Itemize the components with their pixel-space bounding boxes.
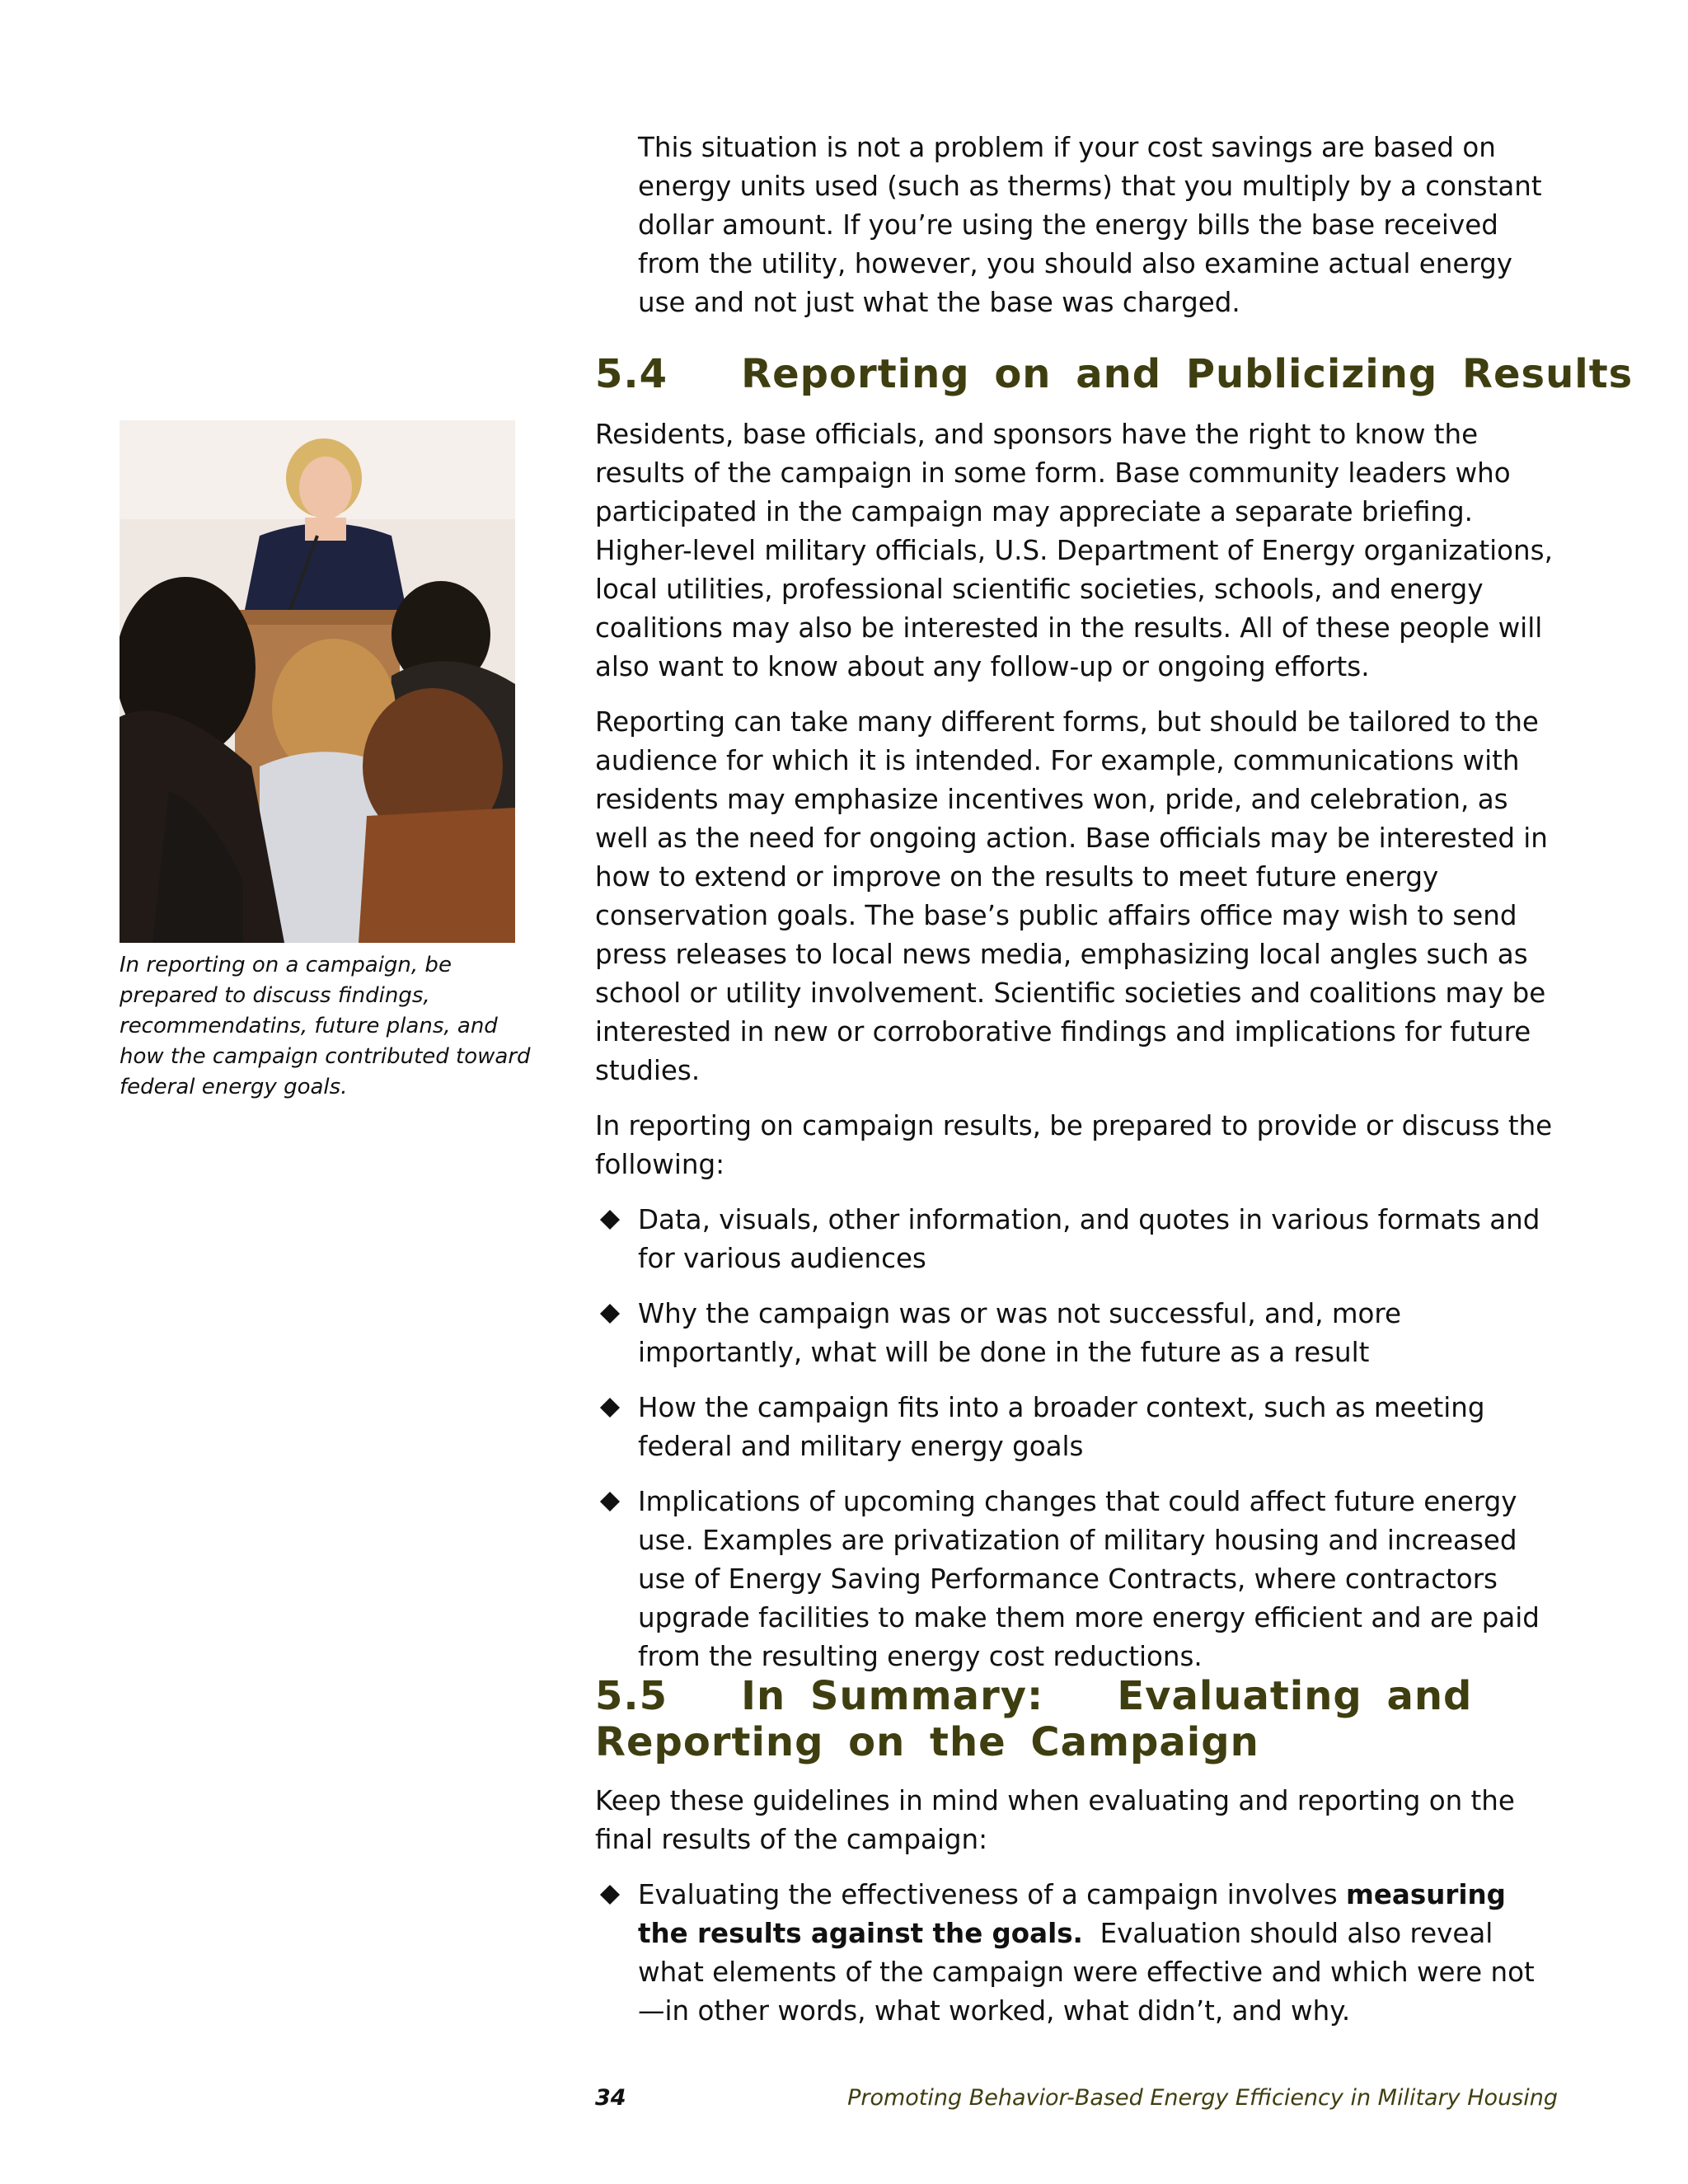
intro-paragraph: This situation is not a problem if your cost savings are based on energy units used (such as therms) that you multiply by a constant dollar amount. If you’re using the energy bills the base received from the utility, however, you should also examine actual energy use and not just what the base was charged. [638, 132, 1542, 318]
section-heading-5-5 [595, 1673, 1558, 1765]
list-item-text-post: Evaluation should also reveal what elements of the campaign were effective and which were not—in other words, what worked, what didn’t, and why. [638, 1918, 1535, 2027]
list-item [595, 1483, 1558, 1676]
heading-line: 5.5 In Summary: Evaluating and [595, 1673, 1473, 1719]
list-item [595, 1389, 1558, 1466]
emphasis-text: measuring the results against the goals. [638, 1879, 1506, 1949]
paragraph: Reporting can take many different forms, but should be tailored to the audience for which it is intended. For example, communications with residents may emphasize incentives won, pride, and celebration, as well as the need for ongoing action. Base officials may be interested in how to extend or improve on the results to meet future energy conservation goals. The base’s public affairs office may wish to send press releases to local news media, emphasizing local angles such as school or utility involvement. Scientific societies and coalitions may be interested in new or corroborative findings and implications for future studies. [595, 706, 1548, 1086]
bullet-list [595, 1201, 1558, 1676]
speaker-photo [120, 420, 515, 943]
diamond-bullet-icon [600, 1398, 620, 1418]
list-item-text-pre: Evaluating the effectiveness of a campaign involves [638, 1879, 1347, 1910]
publication-title: Promoting Behavior-Based Energy Efficiency in Military Housing [847, 2085, 1558, 2111]
podium-speaker-image [120, 420, 515, 943]
list-item-text: Data, visuals, other information, and quotes in various formats and for various audiences [638, 1204, 1540, 1274]
section-5-5 [595, 1673, 1558, 2047]
intro-paragraph-block [638, 129, 1561, 322]
diamond-bullet-icon [600, 1885, 620, 1905]
page-number: 34 [595, 2085, 626, 2111]
list-item-text: Implications of upcoming changes that could affect future energy use. Examples are privatization of military housing and increased use of Energy Saving Performance Contracts, where contractors upgrade facilities to make them more energy efficient and are paid from the resulting energy cost reductions. [638, 1486, 1540, 1672]
paragraph: Keep these guidelines in mind when evaluating and reporting on the final results of the campaign: [595, 1785, 1515, 1855]
list-item-text: Why the campaign was or was not successful, and, more importantly, what will be done in the future as a result [638, 1298, 1402, 1368]
paragraph: In reporting on campaign results, be prepared to provide or discuss the following: [595, 1110, 1553, 1180]
bullet-list [595, 1876, 1558, 2031]
diamond-bullet-icon [600, 1304, 620, 1324]
paragraph: Residents, base officials, and sponsors have the right to know the results of the campaign in some form. Base community leaders who participated in the campaign may appreciate a separate briefing. Higher-level military officials, U.S. Department of Energy organizations, local utilities, professional scientific societies, schools, and energy coalitions may also be interested in the results. All of these people will also want to know about any follow-up or ongoing efforts. [595, 419, 1553, 682]
list-item-text: How the campaign fits into a broader context, such as meeting federal and military energy goals [638, 1392, 1485, 1462]
list-item [595, 1201, 1558, 1278]
heading-line: Reporting on the Campaign [595, 1719, 1259, 1765]
section-5-4 [595, 351, 1634, 1693]
section-heading-5-4: 5.4 Reporting on and Publicizing Results [595, 351, 1634, 397]
diamond-bullet-icon [600, 1210, 620, 1230]
photo-caption: In reporting on a campaign, be prepared to discuss findings, recommendatins, future plans, and how the campaign contributed toward federal energy goals. [120, 953, 531, 1099]
list-item [595, 1295, 1558, 1372]
diamond-bullet-icon [600, 1492, 620, 1511]
list-item [595, 1876, 1558, 2031]
